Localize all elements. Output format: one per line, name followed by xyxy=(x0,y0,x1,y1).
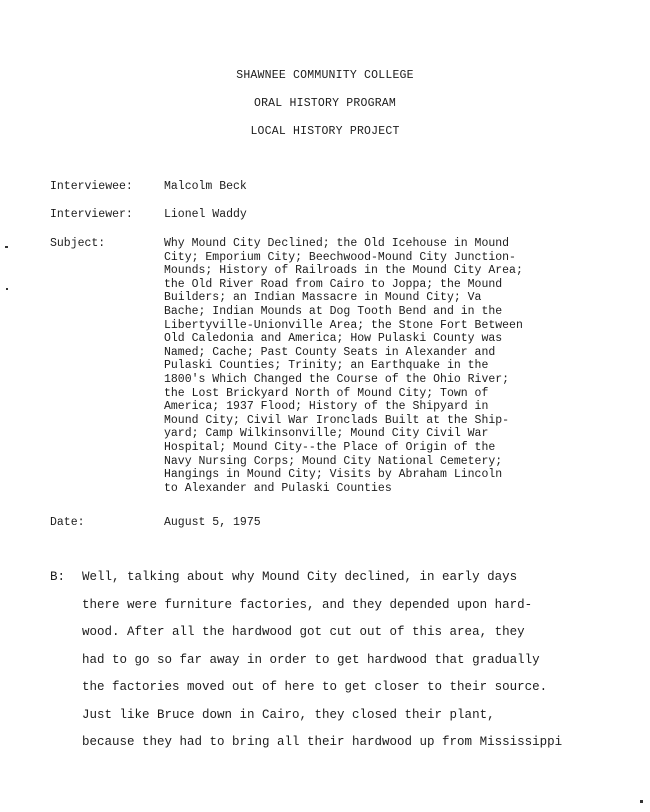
transcript-line: had to go so far away in order to get hardwood that gradually xyxy=(82,652,540,667)
interviewee-label: Interviewee: xyxy=(50,180,133,193)
college-heading: SHAWNEE COMMUNITY COLLEGE xyxy=(236,69,414,82)
subject-line: to Alexander and Pulaski Counties xyxy=(164,481,392,495)
project-heading: LOCAL HISTORY PROJECT xyxy=(250,125,400,138)
subject-line: yard; Camp Wilkinsonville; Mound City Civil War xyxy=(164,427,489,441)
transcript-line: Well, talking about why Mound City declined, in early days xyxy=(82,570,518,584)
transcript-line: because they had to bring all their hardwood up from Mississippi xyxy=(82,735,563,749)
subject-line: Libertyville-Unionville Area; the Stone Fort Between xyxy=(164,318,523,332)
subject-line: Hangings in Mound City; Visits by Abraham Lincoln xyxy=(164,468,503,482)
interviewee-value: Malcolm Beck xyxy=(164,180,247,193)
interviewer-value: Lionel Waddy xyxy=(164,208,247,221)
subject-line: the Lost Brickyard North of Mound City; Town of xyxy=(164,386,489,400)
date-label: Date: xyxy=(50,516,85,529)
scan-speck xyxy=(5,246,8,248)
subject-line: Why Mound City Declined; the Old Icehouse in Mound xyxy=(164,237,510,250)
transcript-line: the factories moved out of here to get closer to their source. xyxy=(82,680,548,694)
subject-text xyxy=(164,237,604,495)
interviewer-label: Interviewer: xyxy=(50,208,133,221)
subject-line: Builders; an Indian Massacre in Mound City; Va xyxy=(164,291,482,305)
subject-line: Navy Nursing Corps; Mound City National Cemetery; xyxy=(164,454,503,468)
subject-line: Mound City; Civil War Ironclads Built at the Ship- xyxy=(164,413,510,427)
date-value: August 5, 1975 xyxy=(164,516,261,529)
transcript-line: Just like Bruce down in Cairo, they closed their plant, xyxy=(82,707,495,722)
transcript-line: wood. After all the hardwood got cut out of this area, they xyxy=(82,625,525,639)
subject-line: Old Caledonia and America; How Pulaski County was xyxy=(164,332,503,346)
subject-line: Bache; Indian Mounds at Dog Tooth Bend and in the xyxy=(164,304,503,318)
subject-line: Mounds; History of Railroads in the Mound City Area; xyxy=(164,264,523,278)
subject-line: the Old River Road from Cairo to Joppa; the Mound xyxy=(164,277,503,291)
scan-speck xyxy=(6,288,8,290)
program-heading: ORAL HISTORY PROGRAM xyxy=(253,97,397,110)
subject-line: Pulaski Counties; Trinity; an Earthquake in the xyxy=(164,359,489,373)
speaker-label: B: xyxy=(50,570,66,584)
scan-speck xyxy=(640,800,643,803)
transcript-line: there were furniture factories, and they depended upon hard- xyxy=(82,597,533,612)
subject-line: City; Emporium City; Beechwood-Mound City Junction- xyxy=(164,250,516,264)
subject-line: Hospital; Mound City--the Place of Origin of the xyxy=(164,440,496,454)
subject-line: 1800's Which Changed the Course of the Ohio River; xyxy=(164,372,510,386)
subject-line: Named; Cache; Past County Seats in Alexander and xyxy=(164,345,496,359)
subject-label: Subject: xyxy=(50,237,106,250)
subject-line: America; 1937 Flood; History of the Shipyard in xyxy=(164,400,489,414)
